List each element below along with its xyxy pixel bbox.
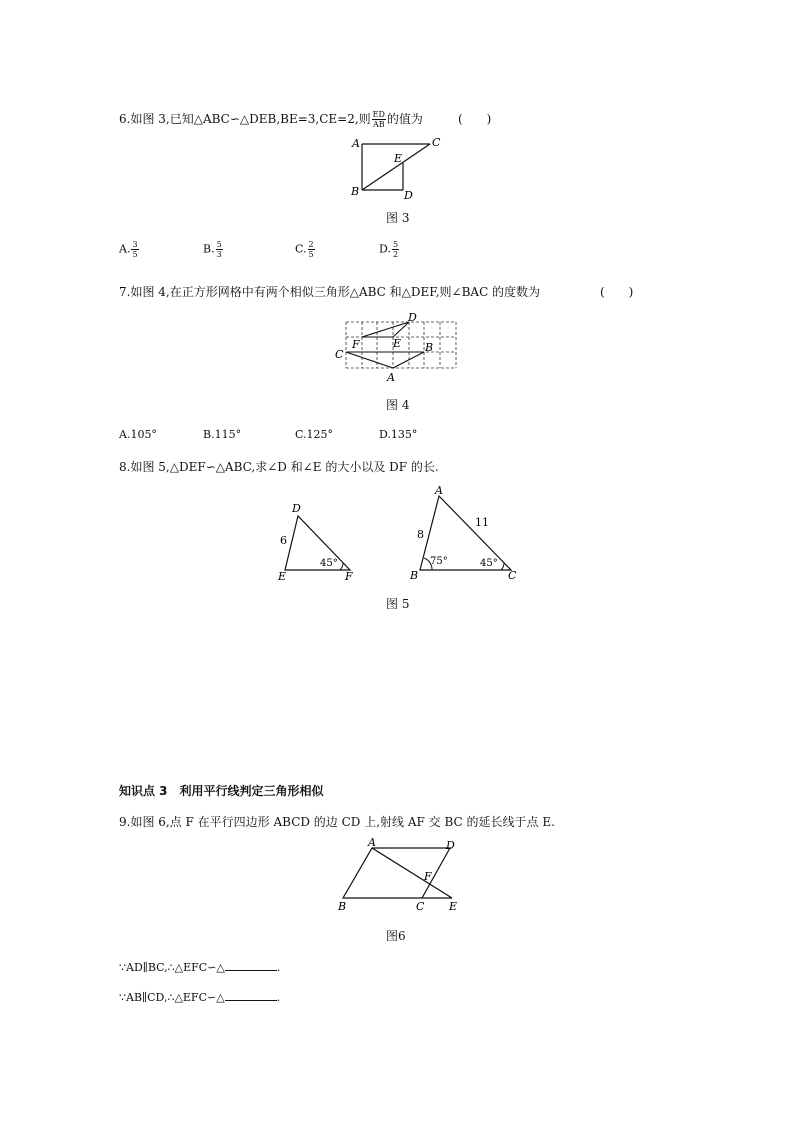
fig5-angle-c: 45° <box>480 558 498 569</box>
fig4-triangle-abc <box>346 352 424 368</box>
q9-line-1 <box>119 960 280 974</box>
fig6-label-c: C <box>416 900 425 913</box>
fig3-label-b: B <box>351 185 360 198</box>
q6-fraction <box>372 110 386 129</box>
fig3-line-bc <box>362 144 430 190</box>
q6-option-c-num: 2 <box>308 240 314 249</box>
figure-5-caption: 图 5 <box>386 597 410 611</box>
q6-option-a-letter: A. <box>119 242 131 256</box>
q9-line-1-period: . <box>276 961 281 974</box>
figure-4-caption: 图 4 <box>386 398 410 412</box>
figure-3-caption: 图 3 <box>386 211 410 225</box>
q7-option-c: C.125° <box>295 428 334 441</box>
q7-answer-paren: ( ) <box>600 285 634 299</box>
q6-option-a <box>119 240 140 259</box>
figure-3 <box>340 132 450 204</box>
fig4-triangle-def <box>362 322 409 337</box>
q7-option-a: A.105° <box>119 428 157 441</box>
fig5-side-ab: 8 <box>417 528 424 541</box>
figure-6-caption: 图6 <box>386 929 406 943</box>
figure-5-right-triangle <box>403 482 528 586</box>
fig5-triangle-def <box>285 516 350 570</box>
q6-option-a-den: 5 <box>132 250 138 259</box>
q6-frac-num: ED <box>372 110 385 119</box>
q6-prefix: 6.如图 3,已知△ABC∽△DEB,BE=3,CE=2,则 <box>119 112 371 126</box>
section-heading: 知识点 3 利用平行线判定三角形相似 <box>119 784 324 798</box>
q6-stem <box>119 110 423 129</box>
q6-option-b <box>203 240 224 259</box>
fig6-label-b: B <box>338 900 347 913</box>
fig5-angle-f-arc <box>340 563 343 570</box>
fig4-label-d: D <box>408 311 417 324</box>
fig6-label-a: A <box>368 836 376 849</box>
q6-option-b-letter: B. <box>203 242 215 256</box>
q6-option-c <box>295 240 316 259</box>
fig4-label-b: B <box>425 341 434 354</box>
q6-option-b-num: 5 <box>216 240 222 249</box>
q6-option-c-letter: C. <box>295 242 307 256</box>
fig6-label-e: E <box>449 900 458 913</box>
q7-stem: 7.如图 4,在正方形网格中有两个相似三角形△ABC 和△DEF,则∠BAC 的度数为 <box>119 285 541 299</box>
fig5-side-de: 6 <box>280 534 287 547</box>
fig4-label-c: C <box>335 348 344 361</box>
fig4-label-e: E <box>393 337 402 350</box>
fig6-label-d: D <box>446 839 455 852</box>
fig5-angle-c-arc <box>501 563 504 570</box>
q6-option-d <box>379 240 400 259</box>
fig3-label-a: A <box>352 137 360 150</box>
fig5-label-f: F <box>345 570 353 583</box>
q9-blank-1[interactable] <box>225 960 277 971</box>
q6-option-a-num: 3 <box>132 240 138 249</box>
q9-line-2 <box>119 990 280 1004</box>
figure-5-left-triangle <box>270 498 365 586</box>
fig5-angle-b: 75° <box>430 556 448 567</box>
q8-stem: 8.如图 5,△DEF∽△ABC,求∠D 和∠E 的大小以及 DF 的长. <box>119 460 439 474</box>
fig5-angle-f: 45° <box>320 558 338 569</box>
q9-line-1-text: ∵AD∥BC,∴△EFC∽△ <box>119 961 225 974</box>
q7-option-d: D.135° <box>379 428 418 441</box>
q6-option-b-den: 3 <box>216 250 222 259</box>
fig4-label-f: F <box>352 338 360 351</box>
fig5-label-d: D <box>292 502 301 515</box>
q6-option-d-den: 2 <box>392 250 399 259</box>
fig4-label-a: A <box>387 371 395 384</box>
fig6-ray-ae <box>372 848 452 898</box>
q6-answer-paren: ( ) <box>458 112 492 126</box>
fig5-label-a: A <box>435 484 443 497</box>
q7-option-b: B.115° <box>203 428 242 441</box>
q9-line-2-period: . <box>276 991 281 1004</box>
fig6-label-f: F <box>424 870 432 883</box>
q9-stem: 9.如图 6,点 F 在平行四边形 ABCD 的边 CD 上,射线 AF 交 BC 的延长线于点 E. <box>119 815 555 829</box>
fig5-label-e: E <box>278 570 287 583</box>
fig3-label-d: D <box>404 189 413 202</box>
q9-line-2-text: ∵AB∥CD,∴△EFC∽△ <box>119 991 225 1004</box>
figure-4 <box>332 310 462 384</box>
fig5-label-b: B <box>410 569 419 582</box>
q6-suffix: 的值为 <box>386 112 423 126</box>
q6-option-d-letter: D. <box>379 242 391 256</box>
fig6-parallelogram-abcd <box>343 848 450 898</box>
fig5-label-c: C <box>508 569 517 582</box>
fig3-label-e: E <box>394 152 403 165</box>
figure-6 <box>330 836 465 914</box>
fig5-side-ac: 11 <box>475 516 489 529</box>
fig3-label-c: C <box>432 136 441 149</box>
q6-frac-den: AB <box>372 120 385 129</box>
q6-option-d-num: 5 <box>392 240 399 249</box>
q9-blank-2[interactable] <box>225 990 277 1001</box>
q6-option-c-den: 5 <box>308 250 314 259</box>
